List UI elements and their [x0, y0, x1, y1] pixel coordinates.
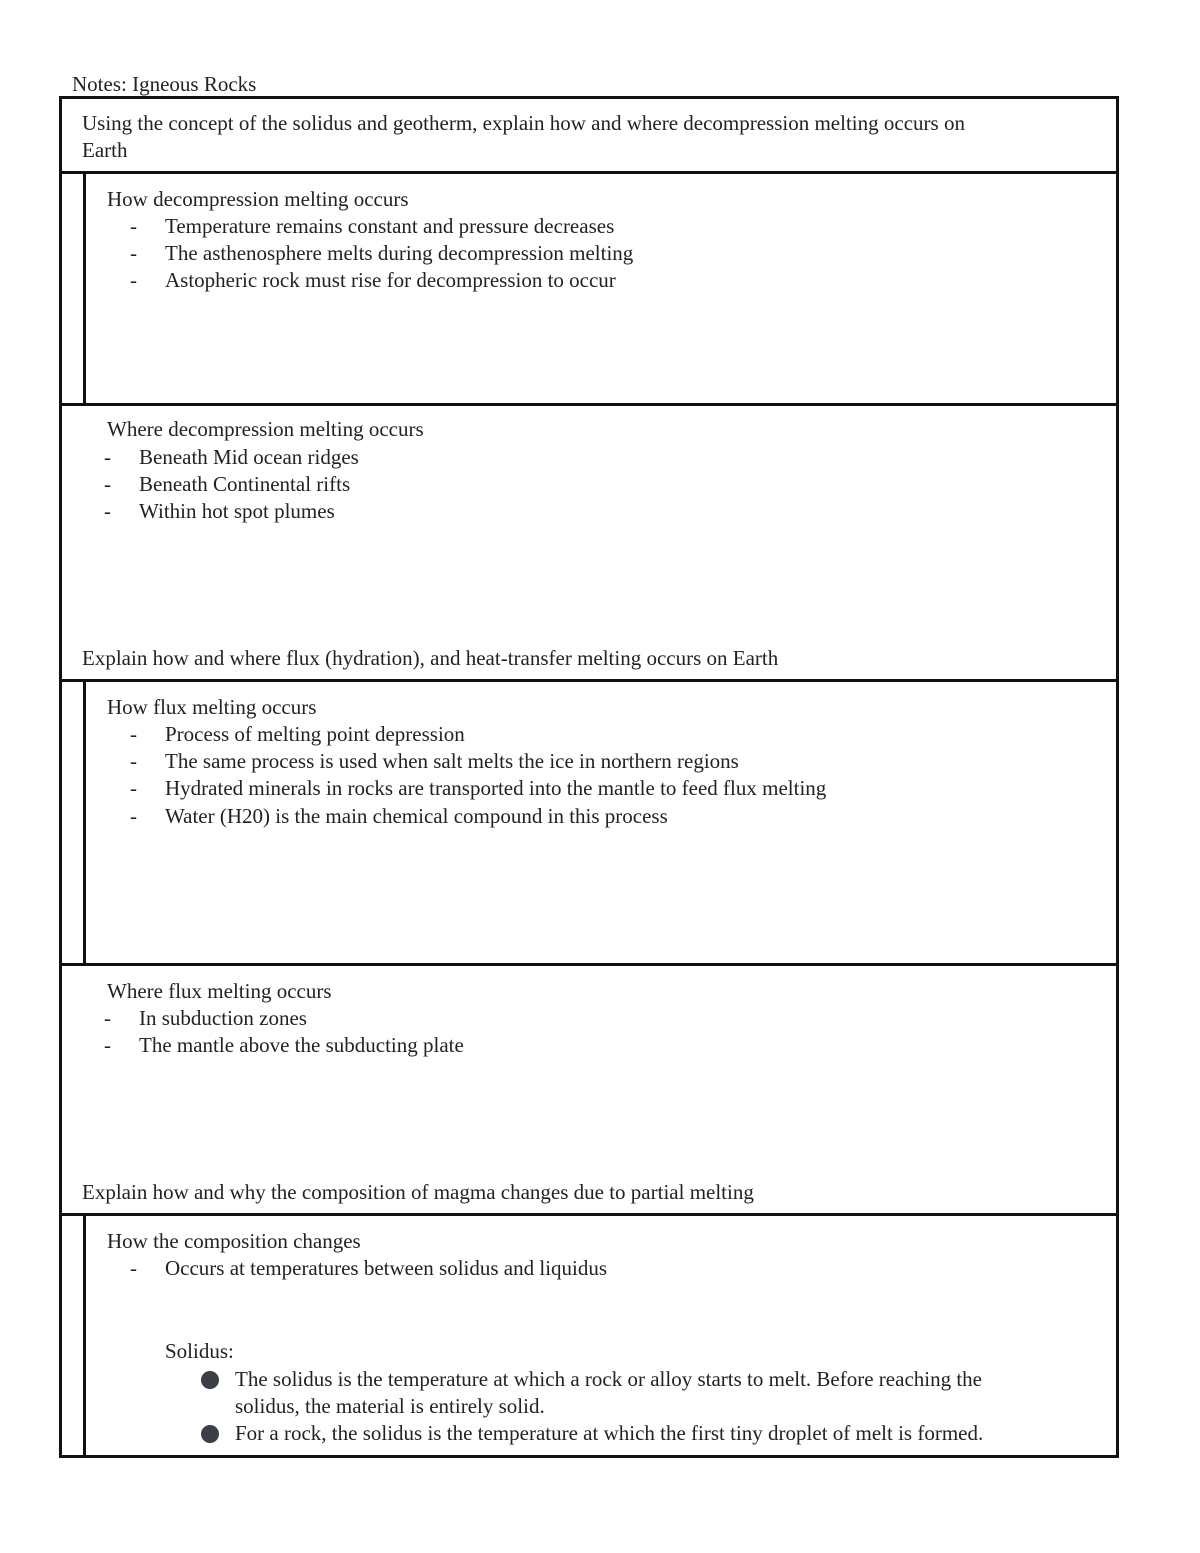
- dash-marker: -: [130, 214, 137, 238]
- list-item-text: The mantle above the subducting plate: [139, 1033, 464, 1057]
- bullet-dot-icon: [201, 1425, 219, 1443]
- margin-bar-decompression-how: [83, 171, 86, 405]
- list-item-text: Process of melting point depression: [165, 722, 465, 746]
- question-decompression-line-2: Earth: [82, 138, 128, 162]
- list-item-text: Within hot spot plumes: [139, 499, 335, 523]
- divider-decompression-where: [59, 403, 1119, 406]
- question-decompression-line-1: Using the concept of the solidus and geotherm, explain how and where decompression melting occurs on: [82, 111, 965, 135]
- dash-marker: -: [130, 241, 137, 265]
- dash-marker: -: [104, 472, 111, 496]
- dash-marker: -: [130, 722, 137, 746]
- list-item-text: Occurs at temperatures between solidus and liquidus: [165, 1256, 608, 1280]
- question-flux: Explain how and where flux (hydration), and heat-transfer melting occurs on Earth: [82, 646, 779, 670]
- composition-heading: How the composition changes: [107, 1229, 361, 1253]
- dash-marker: -: [104, 1033, 111, 1057]
- divider-question-1: [59, 171, 1119, 174]
- list-item-text: The same process is used when salt melts the ice in northern regions: [165, 749, 739, 773]
- list-item-text: Temperature remains constant and pressure decreases: [165, 214, 615, 238]
- flux-how-heading: How flux melting occurs: [107, 695, 317, 719]
- list-item-text: The asthenosphere melts during decompression melting: [165, 241, 634, 265]
- solidus-point-2: For a rock, the solidus is the temperature at which the first tiny droplet of melt is formed.: [235, 1421, 984, 1445]
- dash-marker: -: [104, 1006, 111, 1030]
- solidus-point-1-line-1: The solidus is the temperature at which a rock or alloy starts to melt. Before reaching the: [235, 1367, 983, 1391]
- dash-marker: -: [104, 445, 111, 469]
- list-item-text: Beneath Mid ocean ridges: [139, 445, 359, 469]
- dash-marker: -: [130, 804, 137, 828]
- dash-marker: -: [130, 749, 137, 773]
- dash-marker: -: [104, 499, 111, 523]
- list-item-text: Hydrated minerals in rocks are transported into the mantle to feed flux melting: [165, 776, 827, 800]
- question-composition: Explain how and why the composition of magma changes due to partial melting: [82, 1180, 754, 1204]
- list-item-text: Beneath Continental rifts: [139, 472, 351, 496]
- dash-marker: -: [130, 268, 137, 292]
- solidus-point-1-line-2: solidus, the material is entirely solid.: [235, 1394, 545, 1418]
- flux-where-heading: Where flux melting occurs: [107, 979, 332, 1003]
- decompression-where-heading: Where decompression melting occurs: [107, 417, 424, 441]
- divider-question-2: [59, 679, 1119, 682]
- list-item-text: Water (H20) is the main chemical compound in this process: [165, 804, 668, 828]
- margin-bar-flux-how: [83, 679, 86, 965]
- dash-marker: -: [130, 776, 137, 800]
- list-item-text: Astopheric rock must rise for decompression to occur: [165, 268, 616, 292]
- divider-question-3: [59, 1213, 1119, 1216]
- decompression-how-heading: How decompression melting occurs: [107, 187, 409, 211]
- bullet-dot-icon: [201, 1371, 219, 1389]
- dash-marker: -: [130, 1256, 137, 1280]
- document-title: Notes: Igneous Rocks: [72, 72, 257, 96]
- divider-flux-where: [59, 963, 1119, 966]
- margin-bar-composition: [83, 1213, 86, 1457]
- solidus-label: Solidus:: [165, 1339, 234, 1363]
- list-item-text: In subduction zones: [139, 1006, 307, 1030]
